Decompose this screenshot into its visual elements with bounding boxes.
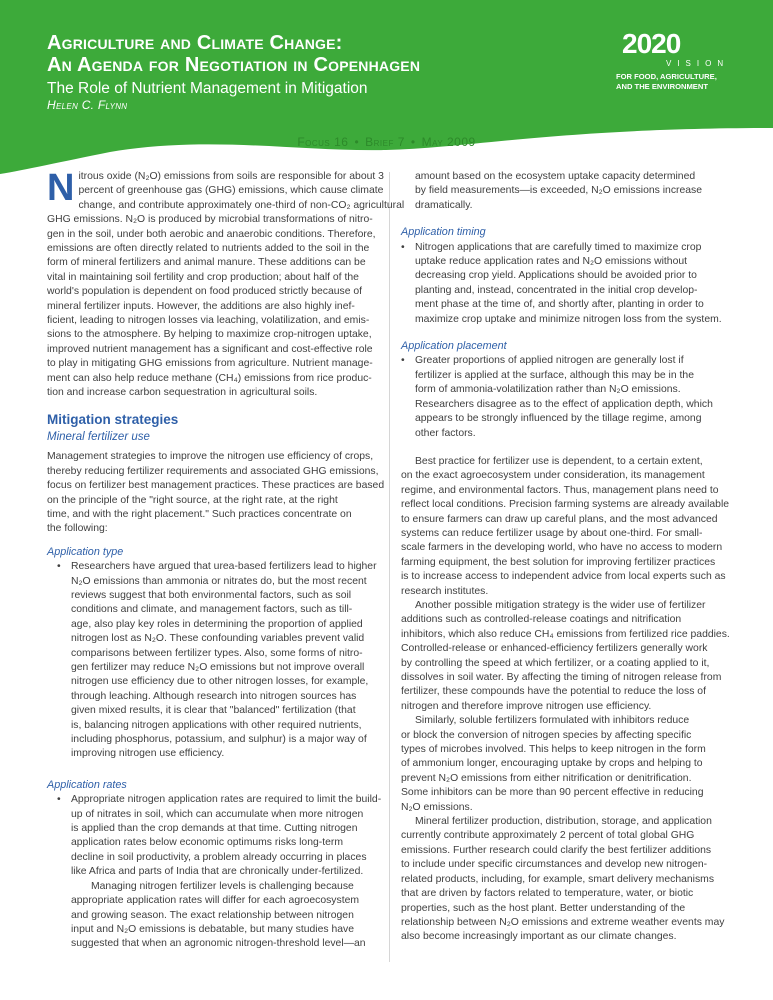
text-line: N₂O emissions. — [401, 801, 473, 813]
issue-brief: Brief 7 — [365, 135, 405, 149]
text-line: regime, and environmental factors. Thus, management plans need to — [401, 484, 719, 496]
title-line-1: Agriculture and Climate Change: — [47, 32, 343, 54]
text-line: types of microbes involved. This helps to keep nitrogen in the form — [401, 744, 706, 756]
left-column — [47, 167, 405, 952]
text-line: improved nutrient management has a significant and cost-effective role — [47, 343, 373, 355]
text-line: Some inhibitors can be more than 90 percent effective in reducing — [401, 787, 704, 799]
text-line: inhibitors, which also reduce CH₄ emissions from fertilized rice paddies. — [401, 628, 730, 640]
issue-focus: Focus 16 — [297, 135, 349, 149]
bullet-text: Researchers have argued that urea-based fertilizers lead to higher — [71, 561, 377, 573]
bullet-marker: • — [57, 794, 61, 806]
application-timing-heading: Application timing — [401, 226, 486, 239]
text-line: Management strategies to improve the nitrogen use efficiency of crops, — [47, 451, 374, 463]
fertilizer-additions-paragraph — [401, 599, 728, 714]
text-line: other factors. — [415, 427, 476, 439]
text-line: mineral fertilizer inputs. However, the additions are also highly inef- — [47, 300, 355, 312]
text-line — [47, 560, 379, 574]
fertilizer-production-paragraph — [401, 815, 728, 945]
text-line: gen fertilizer may reduce N₂O emissions but not improve overall — [71, 662, 365, 673]
text-line: world's population is dependent on food produced strictly because of — [47, 286, 363, 298]
text-line: ment phase at the time of, and shortly after, planting in order to — [415, 299, 704, 311]
continued-text — [401, 170, 728, 213]
text-line: through leaching. Although research into nitrogen sources has — [71, 690, 357, 702]
text-line: appropriate application rates will differ for each agroecosystem — [71, 895, 360, 907]
text-line: is applied than the crop demands at that time. Cutting nitrogen — [71, 823, 358, 835]
logo-tagline-1: FOR FOOD, AGRICULTURE, — [616, 72, 717, 81]
text-line: Mineral fertilizer production, distribution, storage, and application — [415, 816, 712, 828]
text-line: relationship between N₂O emissions and extreme weather events may — [401, 916, 725, 928]
application-placement-heading: Application placement — [401, 340, 507, 353]
text-line: form of mineral fertilizers and animal manure. These additions can be — [47, 257, 366, 269]
logo-vision: VISION — [666, 59, 730, 68]
text-line: to ensure farmers can draw up careful plans, and the most advanced — [401, 513, 718, 525]
text-line: dramatically. — [415, 199, 473, 211]
text-line: age, also play key roles in determining the proportion of applied — [71, 618, 363, 630]
text-line: sions to the atmosphere. By helping to maximize crop-nitrogen uptake, — [47, 329, 372, 341]
text-line: change, and contribute approximately one-third of non-CO₂ agricultural — [78, 199, 405, 211]
text-line: currently contribute approximately 2 percent of total global GHG — [401, 830, 695, 842]
text-line: related products, including, for example, smart delivery mechanisms — [401, 873, 715, 885]
text-line: research institutes. — [401, 585, 489, 597]
text-line: thereby reducing fertilizer requirements and associated GHG emissions, — [47, 465, 379, 477]
text-line: application rates below economic optimums risks long-term — [71, 837, 343, 849]
text-line: improving nitrogen use efficiency. — [71, 748, 225, 760]
text-line: decline in soil productivity, a problem already occurring in places — [71, 851, 367, 863]
text-line: focus on fertilizer best management practices. These practices are based — [47, 480, 385, 492]
bullet-text: Greater proportions of applied nitrogen are generally lost if — [415, 355, 684, 367]
text-line: itrous oxide (N₂O) emissions from soils are responsible for about 3 — [78, 171, 384, 182]
column-divider — [389, 172, 390, 962]
text-line — [401, 241, 728, 255]
text-line: properties, such as the host plant. Better understanding of the — [401, 902, 686, 914]
application-rates-paragraph-2 — [47, 880, 379, 952]
text-line: prevent N₂O emissions from either nitrification or denitrification. — [401, 772, 692, 784]
text-line: N₂O emissions than ammonia or nitrates do, but the most recent — [71, 575, 367, 587]
text-line: maximize crop uptake and minimize nitrogen loss from the system. — [415, 313, 722, 325]
mineral-fertilizer-paragraph — [47, 450, 385, 536]
text-line: ment can also help reduce methane (CH₄) emissions from rice produc- — [47, 372, 372, 384]
inhibitors-paragraph — [401, 714, 728, 815]
text-line: that are driven by factors related to temperature, water, or biotic — [401, 888, 694, 900]
text-line: suggested that when an agronomic nitrogen-threshold level—an — [71, 938, 366, 950]
text-line: conditions and climate, and management factors, such as till- — [71, 604, 353, 616]
text-line: given mixed results, it is clear that "balanced" fertilization (that — [71, 705, 356, 717]
text-line: gen in the soil, under both aerobic and anaerobic conditions. Therefore, — [47, 228, 376, 240]
text-line: tion and increase carbon sequestration in agricultural soils. — [47, 387, 318, 399]
text-line: uptake reduce application rates and N₂O emissions without — [415, 256, 688, 268]
bullet-marker: • — [401, 241, 405, 253]
text-line: on the exact agroecosystem under consideration, its management — [401, 470, 705, 482]
text-line: Another possible mitigation strategy is the wider use of fertilizer — [415, 599, 706, 611]
issue-date: May 2009 — [421, 135, 476, 149]
text-line: reviews suggest that both environmental factors, such as soil — [71, 589, 352, 601]
bullet-marker: • — [57, 561, 61, 573]
text-line: like Africa and parts of India that are chronically under-fertilized. — [71, 866, 364, 878]
text-line: or block the conversion of nitrogen species by affecting specific — [401, 729, 692, 741]
text-line: planting and, instead, concentrated in the initial crop develop- — [415, 284, 698, 296]
text-line: ficient, leading to nitrogen losses via leaching, volatilization, and emis- — [47, 315, 370, 327]
text-line: time, and with the right placement." Such practices concentrate on — [47, 508, 352, 520]
document-title — [47, 32, 420, 76]
text-line: Similarly, soluble fertilizers formulated with inhibitors reduce — [415, 715, 690, 727]
text-line: emissions. Further research could clarify the best fertilizer additions — [401, 844, 712, 856]
application-type-heading: Application type — [47, 545, 124, 558]
logo-mark: 2020 — [622, 28, 681, 59]
text-line: nitrogen lost as N₂O. These confounding variables prevent valid — [71, 633, 365, 645]
text-line: nitrogen use efficiency due to other nitrogen losses, for example, — [71, 676, 369, 688]
text-line: Managing nitrogen fertilizer levels is challenging because — [91, 880, 354, 892]
publisher-logo — [610, 30, 730, 92]
application-timing-bullet — [401, 241, 728, 327]
separator-dot: • — [410, 135, 416, 149]
text-line: GHG emissions. N₂O is produced by microbial transformations of nitro- — [47, 214, 373, 226]
text-line: decreasing crop yield. Applications should be avoided prior to — [415, 270, 697, 282]
text-line: input and N₂O emissions is debatable, but many studies have — [71, 923, 355, 935]
subsection-heading: Mineral fertilizer use — [47, 430, 150, 443]
text-line: scale farmers in the developing world, who have no access to modern — [401, 542, 723, 554]
text-line: by controlling the speed at which fertilizer, or a coating applied to it, — [401, 657, 710, 669]
document-subtitle: The Role of Nutrient Management in Mitigation — [47, 80, 368, 97]
application-type-bullet — [47, 560, 379, 762]
separator-dot: • — [354, 135, 360, 149]
text-line: emissions are often directly related to nutrients added to the soil in the — [47, 243, 370, 255]
bullet-text: Appropriate nitrogen application rates are required to limit the build- — [71, 794, 382, 806]
text-line: is to increase access to independent advice from local experts such as — [401, 571, 726, 583]
text-line: reflect local conditions. Precision farming systems are already available — [401, 499, 730, 511]
text-line: additions such as controlled-release coatings and nitrification — [401, 614, 682, 626]
text-line: systems can reduce fertilizer usage by about one-third. For small- — [401, 527, 703, 539]
text-line: dissolves in soil water. By affecting the timing of nitrogen release from — [401, 672, 722, 683]
application-rates-heading: Application rates — [47, 778, 127, 791]
section-heading: Mitigation strategies — [47, 411, 179, 427]
intro-lines — [47, 167, 405, 401]
title-line-2: An Agenda for Negotiation in Copenhagen — [47, 54, 421, 76]
bullet-marker: • — [401, 355, 405, 367]
text-line: nitrogen and therefore improve nitrogen use efficiency. — [401, 700, 652, 712]
best-practice-paragraph — [401, 455, 728, 599]
logo-tagline — [610, 72, 730, 92]
text-line: fertilizer is applied at the surface, although this may be in the — [415, 369, 694, 381]
text-line: to play in mitigating GHG emissions from agriculture. Nutrient manage- — [47, 358, 373, 370]
text-line: comparisons between fertilizer types. Also, some forms of nitro- — [71, 647, 363, 659]
text-line: including phosphorus, potassium, and sulphur) is a major way of — [71, 734, 367, 746]
text-line: of ammonium longer, encouraging uptake by crops and helping to — [401, 758, 703, 770]
text-line: is, balancing nitrogen applications with other required nutrients, — [71, 719, 362, 731]
logo-tagline-2: AND THE ENVIRONMENT — [616, 82, 708, 91]
text-line: appears to be strongly influenced by the tillage regime, among — [415, 413, 702, 425]
text-line — [401, 354, 728, 368]
text-line: and growing season. The exact relationship between nitrogen — [71, 909, 354, 921]
text-line: farming equipment, the best solution for improving fertilizer practices — [401, 556, 716, 568]
text-line: form of ammonia-volatilization rather than N₂O emissions. — [415, 384, 681, 396]
application-rates-bullet — [47, 793, 382, 879]
text-line: Controlled-release or enhanced-efficiency fertilizers generally work — [401, 643, 708, 655]
text-line: Best practice for fertilizer use is dependent, to a certain extent, — [415, 455, 703, 467]
drop-cap: N — [47, 167, 75, 209]
text-line: fertilizer, these compounds have the potential to reduce the loss of — [401, 686, 706, 698]
author-name: Helen C. Flynn — [47, 98, 128, 112]
text-line: vital in maintaining soil fertility and crop production; about half of the — [47, 271, 359, 283]
text-line — [47, 793, 382, 807]
text-line: also become increasingly important as our climate changes. — [401, 931, 677, 943]
text-line: to include under specific circumstances and develop new nitrogen- — [401, 859, 708, 871]
right-column — [401, 170, 728, 945]
bullet-text: Nitrogen applications that are carefully timed to maximize crop — [415, 241, 702, 253]
text-line: by field measurements—is exceeded, N₂O emissions increase — [415, 185, 703, 197]
text-line: the following: — [47, 523, 108, 535]
application-placement-bullet — [401, 354, 728, 440]
text-line: percent of greenhouse gas (GHG) emissions, which cause climate — [78, 185, 384, 197]
text-line: Researchers disagree as to the effect of application depth, which — [415, 398, 713, 410]
text-line: up of nitrates in soil, which can accumulate when more nitrogen — [71, 808, 364, 820]
intro-paragraph — [47, 167, 405, 401]
text-line: on the principle of the "right source, at the right rate, at the right — [47, 494, 338, 506]
text-line: amount based on the ecosystem uptake capacity determined — [415, 171, 696, 182]
issue-line — [0, 135, 773, 149]
